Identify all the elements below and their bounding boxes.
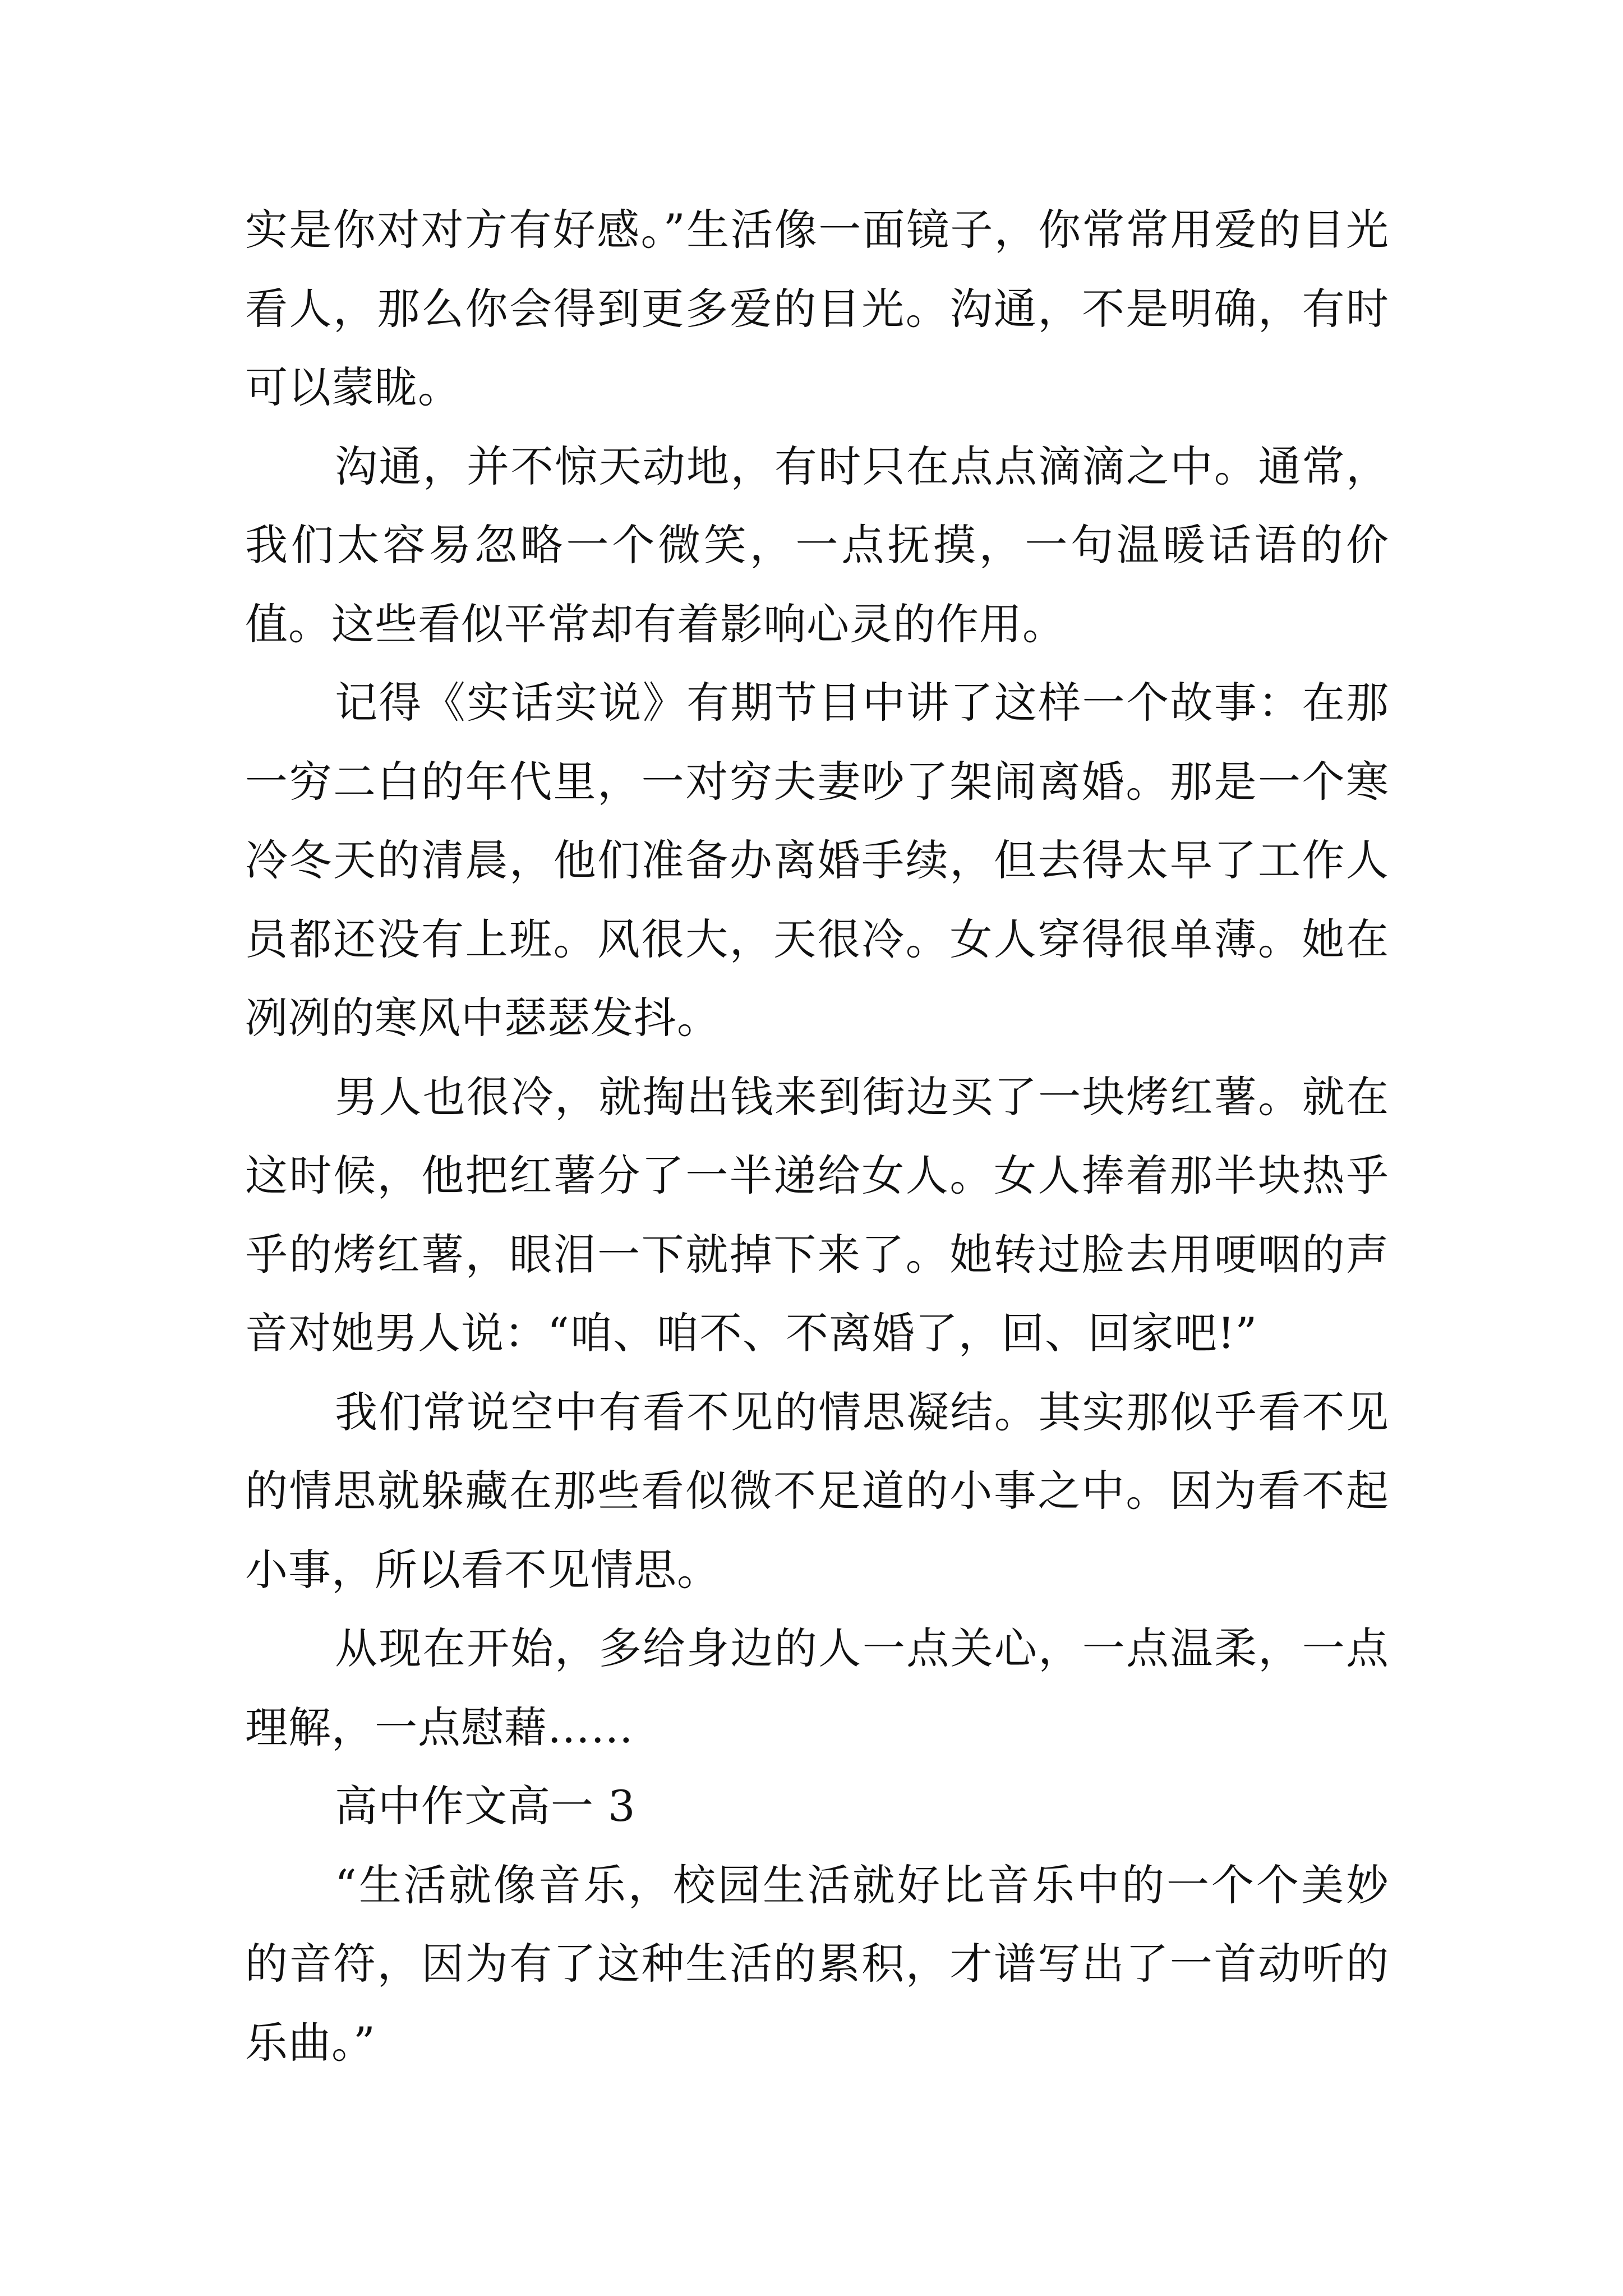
paragraph: “生活就像音乐，校园生活就好比音乐中的一个个美妙的音符，因为有了这种生活的累积，才谱写出了一首动听的乐曲。” bbox=[245, 1860, 1389, 2068]
paragraph: 从现在开始，多给身边的人一点关心，一点温柔，一点理解，一点慰藉…… bbox=[245, 1623, 1389, 1752]
paragraph: 我们常说空中有看不见的情思凝结。其实那似乎看不见的情思就躲藏在那些看似微不足道的小事之中。因为看不起小事，所以看不见情思。 bbox=[245, 1387, 1389, 1595]
section-heading: 高中作文高一 3 bbox=[335, 1781, 636, 1831]
document-body bbox=[245, 191, 1389, 2082]
paragraph: 男人也很冷，就掏出钱来到街边买了一块烤红薯。就在这时候，他把红薯分了一半递给女人。女人捧着那半块热乎乎的烤红薯，眼泪一下就掉下来了。她转过脸去用哽咽的声音对她男人说：“咱、咱不、不离婚了，回、回家吧!” bbox=[245, 1071, 1389, 1358]
paragraph: 记得《实话实说》有期节目中讲了这样一个故事：在那一穷二白的年代里，一对穷夫妻吵了架闹离婚。那是一个寒冷冬天的清晨，他们准备办离婚手续，但去得太早了工作人员都还没有上班。风很大，天很冷。女人穿得很单薄。她在冽冽的寒风中瑟瑟发抖。 bbox=[245, 678, 1389, 1043]
paragraph: 沟通，并不惊天动地，有时只在点点滴滴之中。通常，我们太容易忽略一个微笑，一点抚摸，一句温暖话语的价值。这些看似平常却有着影响心灵的作用。 bbox=[245, 441, 1389, 649]
paragraph-continuation: 实是你对对方有好感。”生活像一面镜子，你常常用爱的目光看人，那么你会得到更多爱的目光。沟通，不是明确，有时可以蒙眬。 bbox=[245, 205, 1389, 412]
